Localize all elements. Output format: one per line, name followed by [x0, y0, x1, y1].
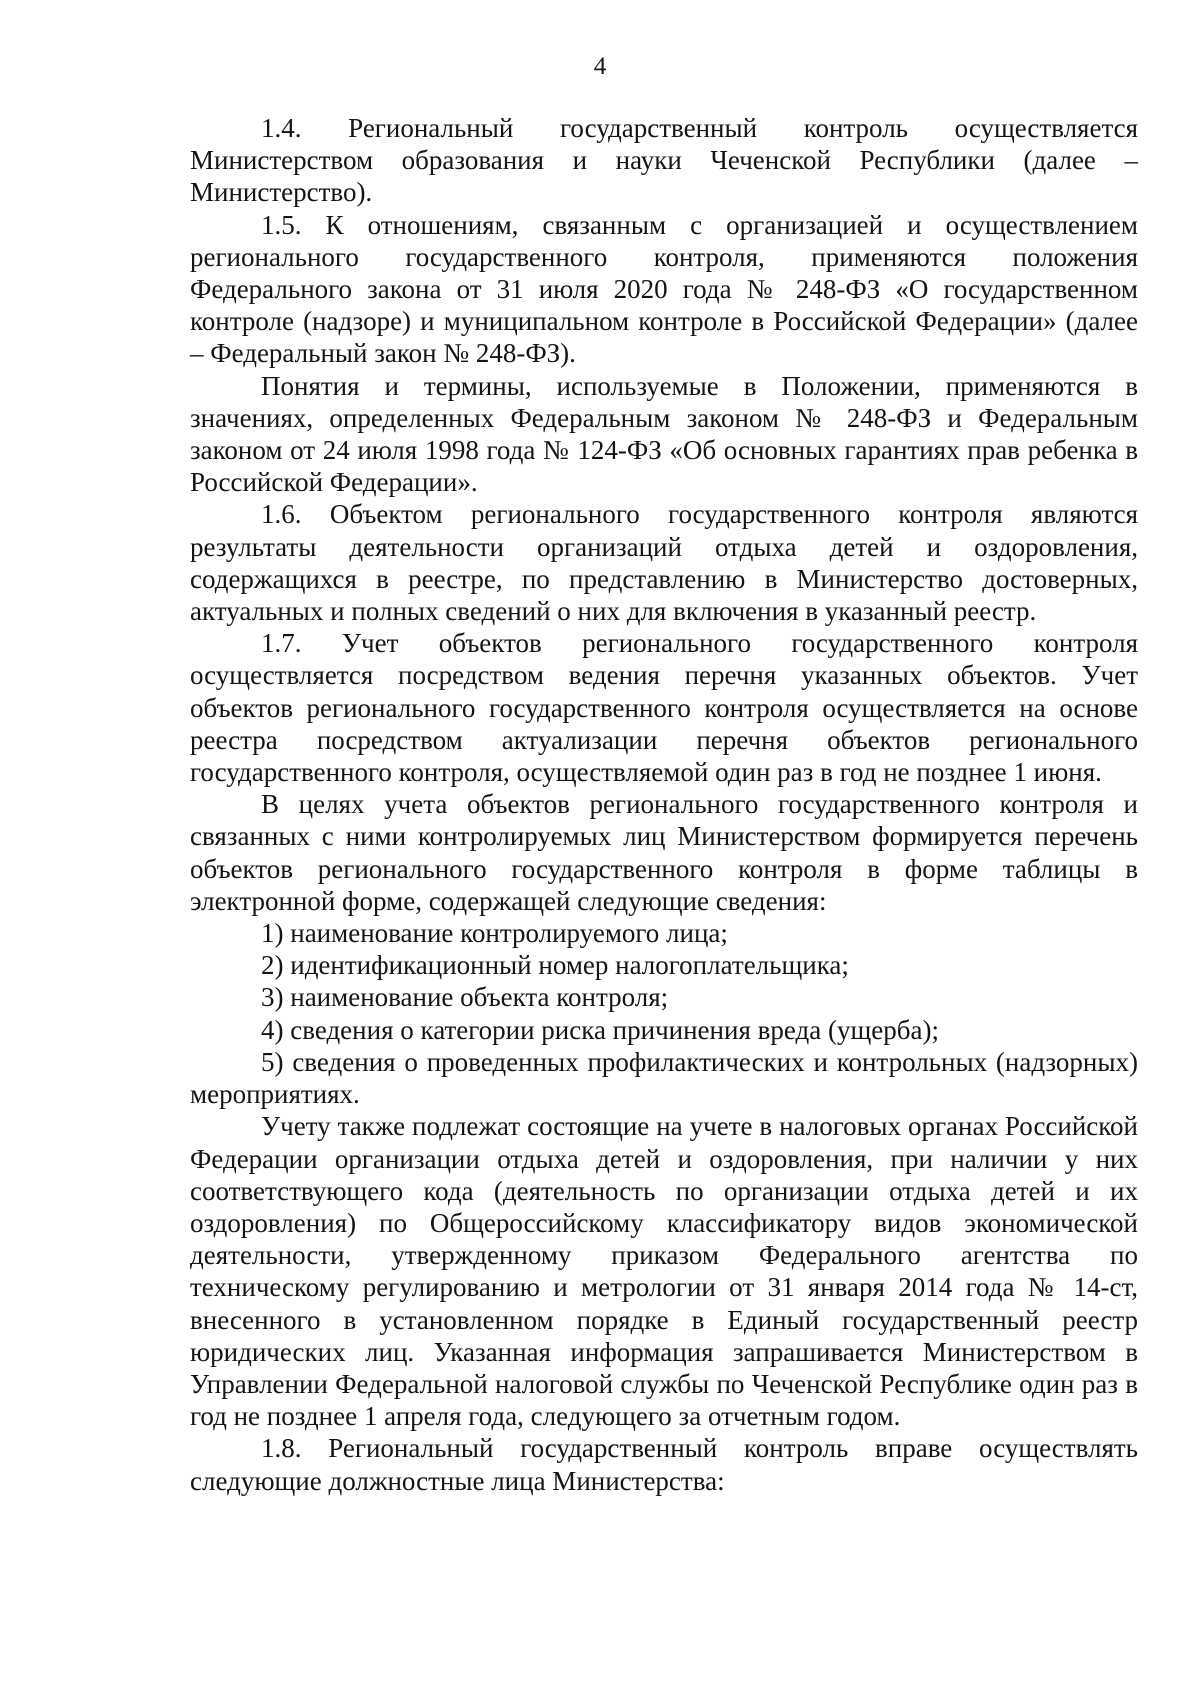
list-item: 5) сведения о проведенных профилактических и контрольных (надзорных) мероприятиях.	[190, 1046, 1138, 1110]
paragraph-terms: Понятия и термины, используемые в Положении, применяются в значениях, определенных Федеральным законом № 248-ФЗ и Федеральным законом от 24 июля 1998 года № 124-ФЗ «Об основных гарантиях прав ребенка в Российской Федерации».	[190, 370, 1138, 498]
paragraph-1-4: 1.4. Региональный государственный контроль осуществляется Министерством образования и науки Чеченской Республики (далее – Министерство).	[190, 113, 1138, 208]
paragraph-1-5: 1.5. К отношениям, связанным с организацией и осуществлением регионального государственного контроля, применяются положения Федерального закона от 31 июля 2020 года № 248-ФЗ «О государственном контроле (надзоре) и муниципальном контроле в Российской Федерации» (далее – Федеральный закон № 248-ФЗ).	[190, 209, 1138, 369]
info-list	[190, 917, 1138, 1110]
paragraph-tax-registration: Учету также подлежат состоящие на учете в налоговых органах Российской Федерации организации отдыха детей и оздоровления, при наличии у них соответствующего кода (деятельность по организации отдыха детей и их оздоровления) по Общероссийскому классификатору видов экономической деятельности, утвержденному приказом Федерального агентства по техническому регулированию и метрологии от 31 января 2014 года № 14-ст, внесенного в установленном порядке в Единый государственный реестр юридических лиц. Указанная информация запрашивается Министерством в Управлении Федеральной налоговой службы по Чеченской Республике один раз в год не позднее 1 апреля года, следующего за отчетным годом.	[190, 1111, 1138, 1432]
page-number: 4	[593, 53, 607, 80]
document-body	[190, 112, 1138, 1497]
paragraph-registry-purpose: В целях учета объектов регионального государственного контроля и связанных с ними контролируемых лиц Министерством формируется перечень объектов регионального государственного контроля в форме таблицы в электронной форме, содержащей следующие сведения:	[190, 789, 1138, 916]
list-item: 3) наименование объекта контроля;	[261, 982, 669, 1013]
paragraph-1-7: 1.7. Учет объектов регионального государственного контроля осуществляется посредством ведения перечня указанных объектов. Учет объектов регионального государственного контроля осуществляется на основе реестра посредством актуализации перечня объектов регионального государственного контроля, осуществляемой один раз в год не позднее 1 июня.	[190, 628, 1138, 788]
paragraph-1-6: 1.6. Объектом регионального государственного контроля являются результаты деятельности организаций отдыха детей и оздоровления, содержащихся в реестре, по представлению в Министерство достоверных, актуальных и полных сведений о них для включения в указанный реестр.	[190, 499, 1138, 627]
list-item: 4) сведения о категории риска причинения вреда (ущерба);	[261, 1014, 939, 1045]
list-item: 2) идентификационный номер налогоплательщика;	[261, 950, 849, 981]
paragraph-1-8: 1.8. Региональный государственный контроль вправе осуществлять следующие должностные лица Министерства:	[190, 1433, 1138, 1496]
list-item: 1) наименование контролируемого лица;	[261, 918, 728, 949]
